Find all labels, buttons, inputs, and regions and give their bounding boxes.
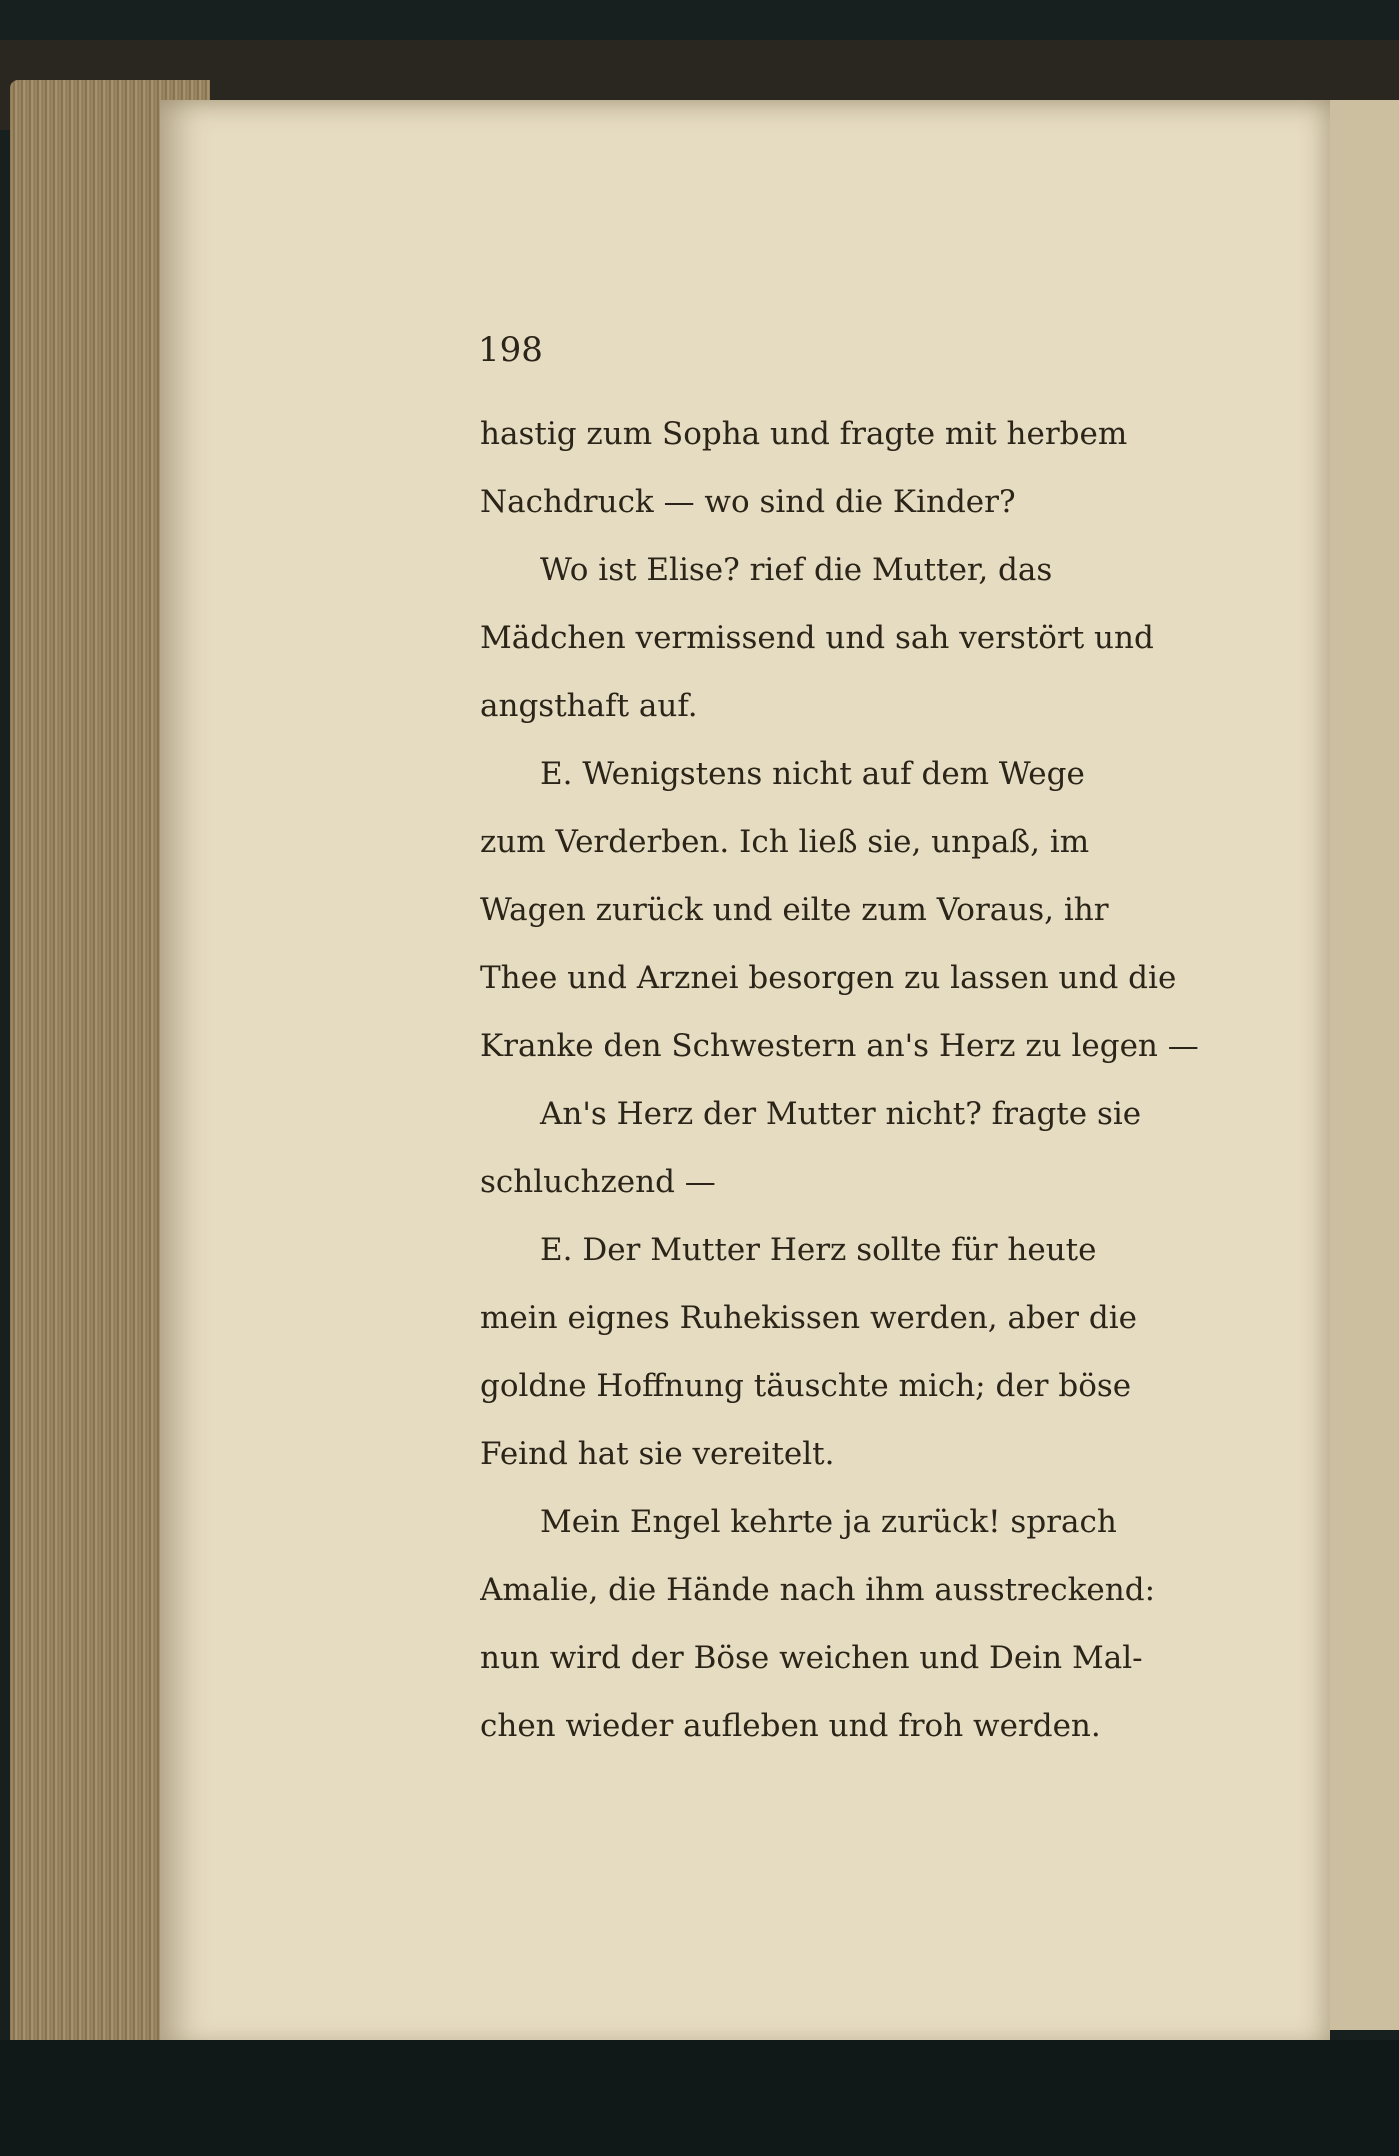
text-line: schluchzend — (480, 1164, 716, 1200)
page-text (480, 400, 1220, 1760)
text-line: Nachdruck — wo sind die Kinder? (480, 484, 1016, 520)
text-line: Wo ist Elise? rief die Mutter, das (540, 552, 1053, 588)
text-line: angsthaft auf. (480, 688, 698, 724)
text-line: nun wird der Böse weichen und Dein Mal- (480, 1640, 1143, 1676)
text-line: goldne Hoffnung täuschte mich; der böse (480, 1368, 1132, 1404)
text-line: Mädchen vermissend und sah verstört und (480, 620, 1154, 656)
facing-page-edge (1318, 100, 1399, 2030)
text-line: hastig zum Sopha und fragte mit herbem (480, 416, 1128, 452)
text-line: E. Der Mutter Herz sollte für heute (540, 1232, 1097, 1268)
text-line: An's Herz der Mutter nicht? fragte sie (540, 1096, 1142, 1132)
text-line: Wagen zurück und eilte zum Voraus, ihr (480, 892, 1109, 928)
text-line: Kranke den Schwestern an's Herz zu legen — (480, 1028, 1199, 1064)
text-line: Amalie, die Hände nach ihm ausstreckend: (480, 1572, 1156, 1608)
page-number: 198 (478, 330, 543, 370)
text-line: Thee und Arznei besorgen zu lassen und die (480, 960, 1177, 996)
binding-bottom (0, 2040, 1399, 2156)
text-line: zum Verderben. Ich ließ sie, unpaß, im (480, 824, 1090, 860)
text-line: Mein Engel kehrte ja zurück! sprach (540, 1504, 1117, 1540)
text-line: Feind hat sie vereitelt. (480, 1436, 835, 1472)
text-line: E. Wenigstens nicht auf dem Wege (540, 756, 1085, 792)
text-line: chen wieder aufleben und froh werden. (480, 1708, 1101, 1744)
text-line: mein eignes Ruhekissen werden, aber die (480, 1300, 1137, 1336)
